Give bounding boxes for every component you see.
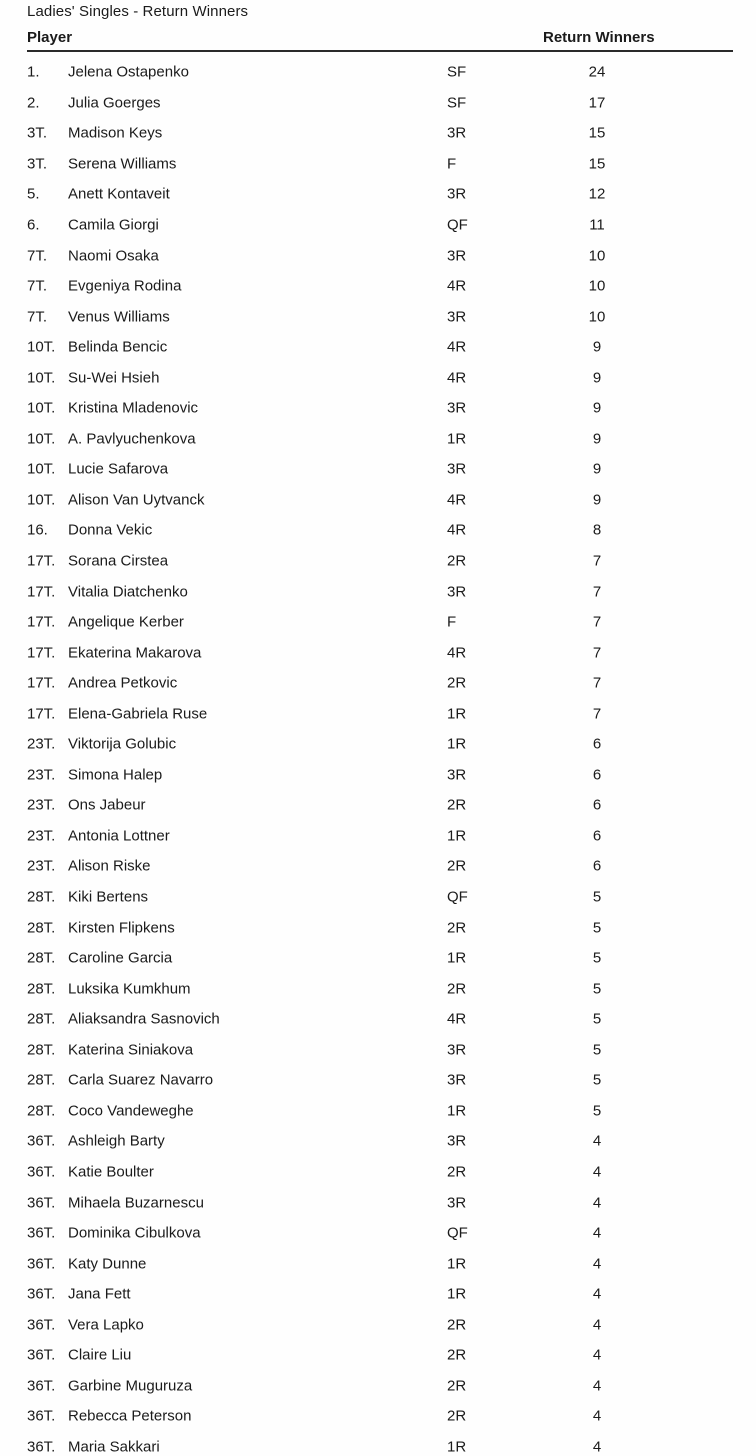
player-name-cell: Rebecca Peterson [68, 1407, 192, 1425]
rank-cell: 17T. [27, 613, 56, 631]
return-winners-cell: 6 [592, 735, 602, 753]
table-row [0, 332, 756, 363]
player-name-cell: Camila Giorgi [68, 216, 159, 234]
round-reached-cell: 4R [447, 491, 467, 509]
table-row [0, 760, 756, 791]
return-winners-cell: 4 [592, 1194, 602, 1211]
round-reached-cell: 1R [447, 1438, 467, 1456]
round-reached-cell: 2R [447, 919, 467, 937]
rank-cell: 10T. [27, 491, 56, 509]
round-reached-cell: 1R [447, 705, 467, 723]
table-row [0, 1065, 756, 1096]
rank-cell: 5. [27, 185, 40, 203]
table-row [0, 1035, 756, 1066]
table-row [0, 1218, 756, 1249]
round-reached-cell: 1R [447, 735, 467, 753]
return-winners-cell: 4 [592, 1438, 602, 1456]
player-name-cell: Naomi Osaka [68, 247, 159, 265]
page-title: Ladies' Singles - Return Winners [27, 3, 249, 20]
round-reached-cell: 1R [447, 1285, 467, 1303]
return-winners-cell: 7 [592, 705, 602, 723]
table-row [0, 1157, 756, 1188]
table-row [0, 607, 756, 638]
return-winners-cell: 7 [592, 583, 602, 601]
table-row [0, 118, 756, 149]
return-winners-cell: 5 [592, 1071, 602, 1089]
table-row [0, 1126, 756, 1157]
return-winners-cell: 6 [592, 796, 602, 814]
return-winners-cell: 8 [592, 521, 602, 539]
return-winners-cell: 10 [588, 247, 606, 265]
return-winners-cell: 10 [588, 277, 606, 295]
player-name-cell: Sorana Cirstea [68, 552, 169, 570]
return-winners-cell: 7 [592, 674, 602, 692]
round-reached-cell: QF [447, 216, 468, 234]
round-reached-cell: QF [447, 888, 468, 906]
rank-cell: 36T. [27, 1438, 56, 1456]
player-name-cell: Lucie Safarova [68, 460, 169, 478]
player-name-cell: Su-Wei Hsieh [68, 369, 160, 387]
rank-cell: 10T. [27, 399, 56, 417]
rank-cell: 28T. [27, 980, 56, 998]
player-name-cell: Jelena Ostapenko [68, 63, 189, 81]
rank-cell: 28T. [27, 919, 56, 937]
player-name-cell: Coco Vandeweghe [68, 1102, 194, 1120]
return-winners-cell: 5 [592, 1041, 602, 1059]
return-winners-cell: 4 [592, 1346, 602, 1364]
column-header-return-winners: Return Winners [543, 29, 655, 46]
table-row [0, 790, 756, 821]
round-reached-cell: 4R [447, 338, 467, 356]
rank-cell: 36T. [27, 1255, 56, 1273]
round-reached-cell: 3R [447, 124, 467, 142]
return-winners-cell: 9 [592, 399, 602, 417]
return-winners-cell: 7 [592, 552, 602, 570]
player-name-cell: Kiki Bertens [68, 888, 149, 906]
round-reached-cell: 2R [447, 1407, 467, 1425]
rank-cell: 17T. [27, 583, 56, 601]
player-name-cell: Antonia Lottner [68, 827, 170, 845]
return-winners-cell: 5 [592, 919, 602, 937]
rank-cell: 36T. [27, 1132, 56, 1150]
rank-cell: 23T. [27, 796, 56, 814]
header-rule [27, 50, 733, 52]
round-reached-cell: 3R [447, 1132, 467, 1150]
table-row [0, 576, 756, 607]
player-name-cell: Katy Dunne [68, 1255, 147, 1273]
round-reached-cell: 3R [447, 308, 467, 326]
rank-cell: 28T. [27, 1102, 56, 1120]
return-winners-cell: 9 [592, 491, 602, 509]
return-winners-cell: 15 [588, 124, 606, 142]
player-name-cell: Viktorija Golubic [68, 735, 177, 753]
table-row [0, 1248, 756, 1279]
round-reached-cell: 3R [447, 1194, 467, 1211]
player-name-cell: Claire Liu [68, 1346, 132, 1364]
player-name-cell: Ashleigh Barty [68, 1132, 165, 1150]
round-reached-cell: F [447, 155, 457, 173]
table-row [0, 1432, 756, 1456]
round-reached-cell: 3R [447, 247, 467, 265]
return-winners-cell: 4 [592, 1285, 602, 1303]
table-row [0, 668, 756, 699]
rank-cell: 23T. [27, 827, 56, 845]
rank-cell: 16. [27, 521, 48, 539]
table-row [0, 729, 756, 760]
round-reached-cell: 2R [447, 674, 467, 692]
round-reached-cell: 1R [447, 430, 467, 448]
return-winners-cell: 6 [592, 857, 602, 875]
return-winners-cell: 9 [592, 430, 602, 448]
player-name-cell: Alison Van Uytvanck [68, 491, 205, 509]
player-name-cell: Garbine Muguruza [68, 1377, 193, 1395]
rank-cell: 1. [27, 63, 40, 81]
table-row [0, 515, 756, 546]
round-reached-cell: 1R [447, 1102, 467, 1120]
table-row [0, 912, 756, 943]
round-reached-cell: 4R [447, 1010, 467, 1028]
player-name-cell: Belinda Bencic [68, 338, 168, 356]
return-winners-cell: 10 [588, 308, 606, 326]
table-row [0, 88, 756, 119]
table-row [0, 179, 756, 210]
rank-cell: 17T. [27, 674, 56, 692]
player-name-cell: Luksika Kumkhum [68, 980, 191, 998]
player-name-cell: Jana Fett [68, 1285, 131, 1303]
rank-cell: 10T. [27, 430, 56, 448]
player-name-cell: Angelique Kerber [68, 613, 184, 631]
rank-cell: 17T. [27, 644, 56, 662]
player-name-cell: Madison Keys [68, 124, 163, 142]
rank-cell: 28T. [27, 949, 56, 967]
player-name-cell: Elena-Gabriela Ruse [68, 705, 208, 723]
return-winners-cell: 6 [592, 766, 602, 784]
table-row [0, 362, 756, 393]
rank-cell: 7T. [27, 308, 48, 326]
rank-cell: 10T. [27, 338, 56, 356]
player-name-cell: Aliaksandra Sasnovich [68, 1010, 220, 1028]
return-winners-cell: 11 [589, 216, 605, 234]
round-reached-cell: 2R [447, 1346, 467, 1364]
player-name-cell: Carla Suarez Navarro [68, 1071, 214, 1089]
rank-cell: 17T. [27, 552, 56, 570]
round-reached-cell: 3R [447, 399, 467, 417]
round-reached-cell: SF [447, 63, 467, 81]
table-row [0, 546, 756, 577]
return-winners-cell: 5 [592, 1102, 602, 1120]
return-winners-cell: 4 [592, 1407, 602, 1425]
table-row [0, 1340, 756, 1371]
table-body [0, 57, 756, 1456]
player-name-cell: Kristina Mladenovic [68, 399, 199, 417]
round-reached-cell: 2R [447, 552, 467, 570]
round-reached-cell: SF [447, 94, 467, 112]
return-winners-cell: 24 [588, 63, 606, 81]
round-reached-cell: 1R [447, 1255, 467, 1273]
round-reached-cell: 1R [447, 949, 467, 967]
rank-cell: 28T. [27, 1041, 56, 1059]
table-row [0, 454, 756, 485]
round-reached-cell: QF [447, 1224, 468, 1242]
player-name-cell: Kirsten Flipkens [68, 919, 175, 937]
rank-cell: 36T. [27, 1316, 56, 1334]
return-winners-cell: 4 [592, 1255, 602, 1273]
rank-cell: 3T. [27, 124, 48, 142]
round-reached-cell: F [447, 613, 457, 631]
return-winners-cell: 5 [592, 949, 602, 967]
table-row [0, 1309, 756, 1340]
round-reached-cell: 3R [447, 766, 467, 784]
rank-cell: 2. [27, 94, 40, 112]
player-name-cell: Dominika Cibulkova [68, 1224, 201, 1242]
table-row [0, 1371, 756, 1402]
return-winners-cell: 9 [592, 460, 602, 478]
table-row [0, 149, 756, 180]
rank-cell: 7T. [27, 247, 48, 265]
table-row [0, 271, 756, 302]
rank-cell: 3T. [27, 155, 48, 173]
return-winners-cell: 5 [592, 980, 602, 998]
round-reached-cell: 3R [447, 1041, 467, 1059]
return-winners-cell: 17 [588, 94, 606, 112]
table-row [0, 1096, 756, 1127]
return-winners-cell: 4 [592, 1377, 602, 1395]
round-reached-cell: 3R [447, 583, 467, 601]
player-name-cell: Simona Halep [68, 766, 163, 784]
player-name-cell: A. Pavlyuchenkova [68, 430, 196, 448]
round-reached-cell: 2R [447, 796, 467, 814]
rank-cell: 36T. [27, 1163, 56, 1181]
table-row [0, 1279, 756, 1310]
round-reached-cell: 4R [447, 521, 467, 539]
rank-cell: 28T. [27, 1071, 56, 1089]
return-winners-cell: 5 [592, 1010, 602, 1028]
table-row [0, 851, 756, 882]
rank-cell: 36T. [27, 1407, 56, 1425]
return-winners-cell: 12 [588, 185, 606, 203]
return-winners-cell: 15 [588, 155, 606, 173]
player-name-cell: Katerina Siniakova [68, 1041, 194, 1059]
return-winners-cell: 7 [592, 644, 602, 662]
round-reached-cell: 4R [447, 644, 467, 662]
rank-cell: 36T. [27, 1224, 56, 1242]
return-winners-cell: 5 [592, 888, 602, 906]
player-name-cell: Ekaterina Makarova [68, 644, 202, 662]
table-row [0, 637, 756, 668]
rank-cell: 6. [27, 216, 40, 234]
table-row [0, 301, 756, 332]
table-row [0, 424, 756, 455]
rank-cell: 36T. [27, 1285, 56, 1303]
table-row [0, 240, 756, 271]
table-row [0, 57, 756, 88]
round-reached-cell: 2R [447, 857, 467, 875]
round-reached-cell: 3R [447, 460, 467, 478]
player-name-cell: Mihaela Buzarnescu [68, 1194, 204, 1211]
player-name-cell: Vera Lapko [68, 1316, 144, 1334]
return-winners-cell: 9 [592, 338, 602, 356]
table-row [0, 485, 756, 516]
rank-cell: 23T. [27, 857, 56, 875]
table-row [0, 882, 756, 913]
player-name-cell: Caroline Garcia [68, 949, 173, 967]
column-header-player: Player [27, 29, 73, 46]
rank-cell: 23T. [27, 766, 56, 784]
return-winners-cell: 9 [592, 369, 602, 387]
table-row [0, 1187, 756, 1218]
player-name-cell: Serena Williams [68, 155, 177, 173]
player-name-cell: Donna Vekic [68, 521, 153, 539]
round-reached-cell: 3R [447, 185, 467, 203]
rank-cell: 10T. [27, 369, 56, 387]
player-name-cell: Ons Jabeur [68, 796, 146, 814]
round-reached-cell: 2R [447, 1316, 467, 1334]
table-row [0, 943, 756, 974]
player-name-cell: Venus Williams [68, 308, 170, 326]
round-reached-cell: 4R [447, 369, 467, 387]
table-row [0, 821, 756, 852]
table-row [0, 973, 756, 1004]
rank-cell: 28T. [27, 1010, 56, 1028]
rank-cell: 7T. [27, 277, 48, 295]
round-reached-cell: 2R [447, 980, 467, 998]
return-winners-cell: 7 [592, 613, 602, 631]
return-winners-cell: 4 [592, 1132, 602, 1150]
return-winners-cell: 4 [592, 1316, 602, 1334]
round-reached-cell: 4R [447, 277, 467, 295]
rank-cell: 17T. [27, 705, 56, 723]
player-name-cell: Vitalia Diatchenko [68, 583, 188, 601]
rank-cell: 10T. [27, 460, 56, 478]
table-row [0, 1004, 756, 1035]
table-row [0, 393, 756, 424]
table-row [0, 1401, 756, 1432]
rank-cell: 23T. [27, 735, 56, 753]
player-name-cell: Julia Goerges [68, 94, 161, 112]
table-row [0, 698, 756, 729]
player-name-cell: Alison Riske [68, 857, 151, 875]
rank-cell: 36T. [27, 1377, 56, 1395]
rank-cell: 28T. [27, 888, 56, 906]
return-winners-cell: 4 [592, 1163, 602, 1181]
player-name-cell: Anett Kontaveit [68, 185, 170, 203]
return-winners-cell: 4 [592, 1224, 602, 1242]
rank-cell: 36T. [27, 1346, 56, 1364]
player-name-cell: Evgeniya Rodina [68, 277, 182, 295]
player-name-cell: Maria Sakkari [68, 1438, 160, 1456]
rank-cell: 36T. [27, 1194, 56, 1211]
round-reached-cell: 2R [447, 1163, 467, 1181]
player-name-cell: Katie Boulter [68, 1163, 154, 1181]
return-winners-cell: 6 [592, 827, 602, 845]
player-name-cell: Andrea Petkovic [68, 674, 178, 692]
round-reached-cell: 1R [447, 827, 467, 845]
round-reached-cell: 3R [447, 1071, 467, 1089]
round-reached-cell: 2R [447, 1377, 467, 1395]
table-row [0, 210, 756, 241]
